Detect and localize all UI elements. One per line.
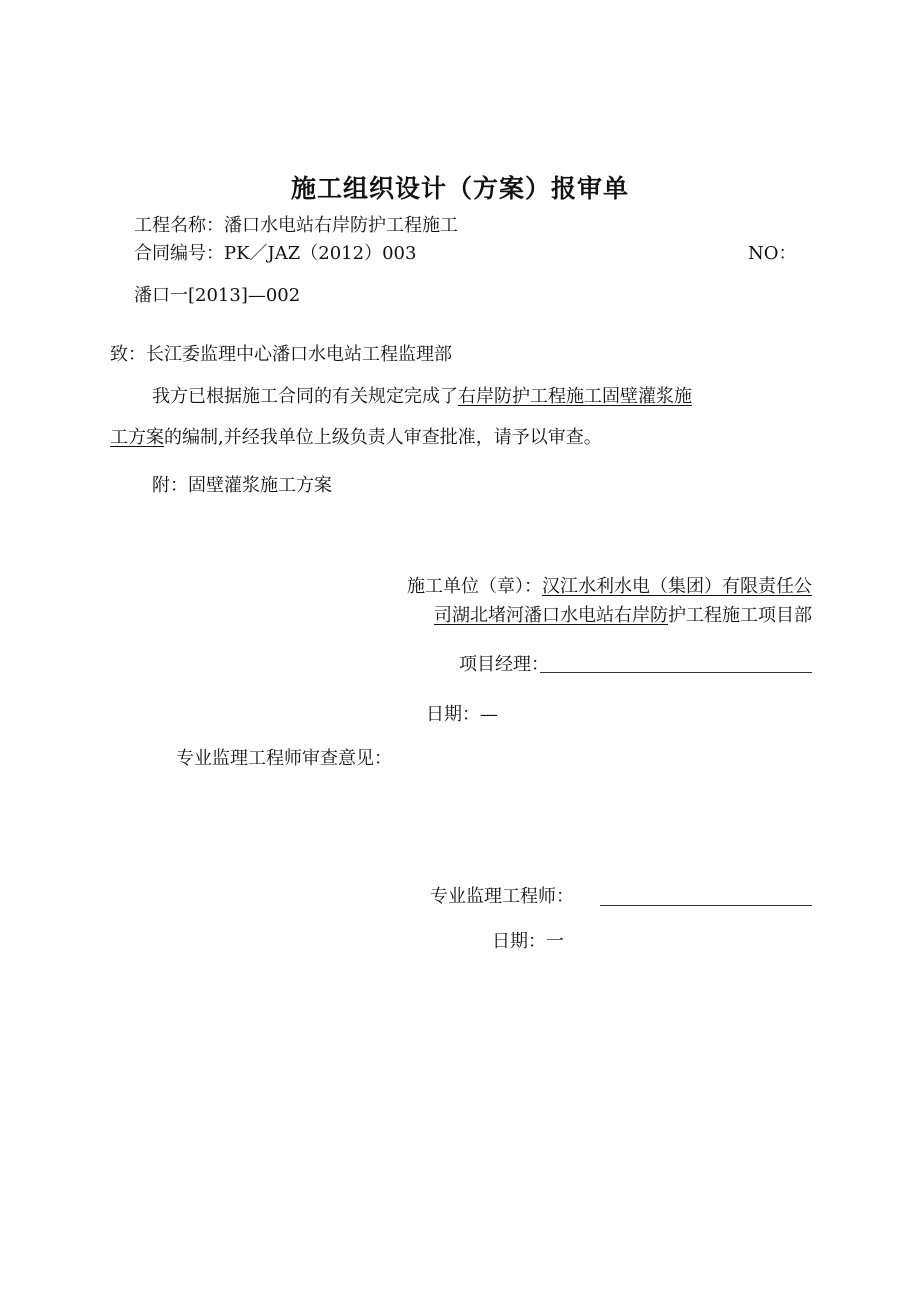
- plan-name-underlined-part-2: 工方案: [110, 427, 164, 448]
- plan-name-underlined-part-1: 右岸防护工程施工固壁灌浆施: [458, 386, 692, 407]
- page-title: 施工组织设计（方案）报审单: [290, 174, 629, 203]
- contract-number: PK／JAZ（2012）003: [224, 243, 417, 264]
- serial-number: 潘口一[2013]—002: [134, 285, 301, 306]
- project-name-value: 潘口水电站右岸防护工程施工: [224, 215, 458, 236]
- contractor-date: 日期：—: [426, 704, 498, 725]
- contractor-label: 施工单位（章）：: [407, 576, 542, 597]
- project-name-line: [134, 214, 458, 238]
- attachment-line: 附：固壁灌浆施工方案: [152, 475, 332, 496]
- project-manager-signature-blank[interactable]: [540, 672, 812, 673]
- body-paragraph-line-2: [110, 426, 602, 450]
- addressee-line: 致：长江委监理中心潘口水电站工程监理部: [110, 344, 452, 365]
- supervising-engineer-signature-blank[interactable]: [600, 905, 812, 906]
- body-text-rest: 的编制,并经我单位上级负责人审查批准，请予以审查。: [164, 427, 602, 448]
- body-paragraph-line-1: [152, 385, 692, 409]
- project-name-label: 工程名称：: [134, 215, 224, 236]
- contractor-line-2: [434, 604, 812, 628]
- contractor-name-line-2-rest: 护工程施工项目部: [668, 605, 812, 626]
- contract-number-line: [134, 242, 416, 266]
- supervising-engineer-label: 专业监理工程师：: [430, 886, 574, 907]
- contractor-line-1: [407, 575, 812, 599]
- contractor-name-line-2-underlined: 司湖北堵河潘口水电站右岸防: [434, 605, 668, 626]
- supervisor-date: 日期：一: [492, 931, 564, 952]
- body-text-lead: 我方已根据施工合同的有关规定完成了: [152, 386, 458, 407]
- contractor-name-line-1: 汉江水利水电（集团）有限责任公: [542, 576, 812, 597]
- supervisor-opinion-label: 专业监理工程师审查意见：: [176, 748, 392, 769]
- no-label: NO：: [748, 243, 797, 264]
- project-manager-label: 项目经理：: [459, 654, 549, 675]
- contract-label: 合同编号：: [134, 243, 224, 264]
